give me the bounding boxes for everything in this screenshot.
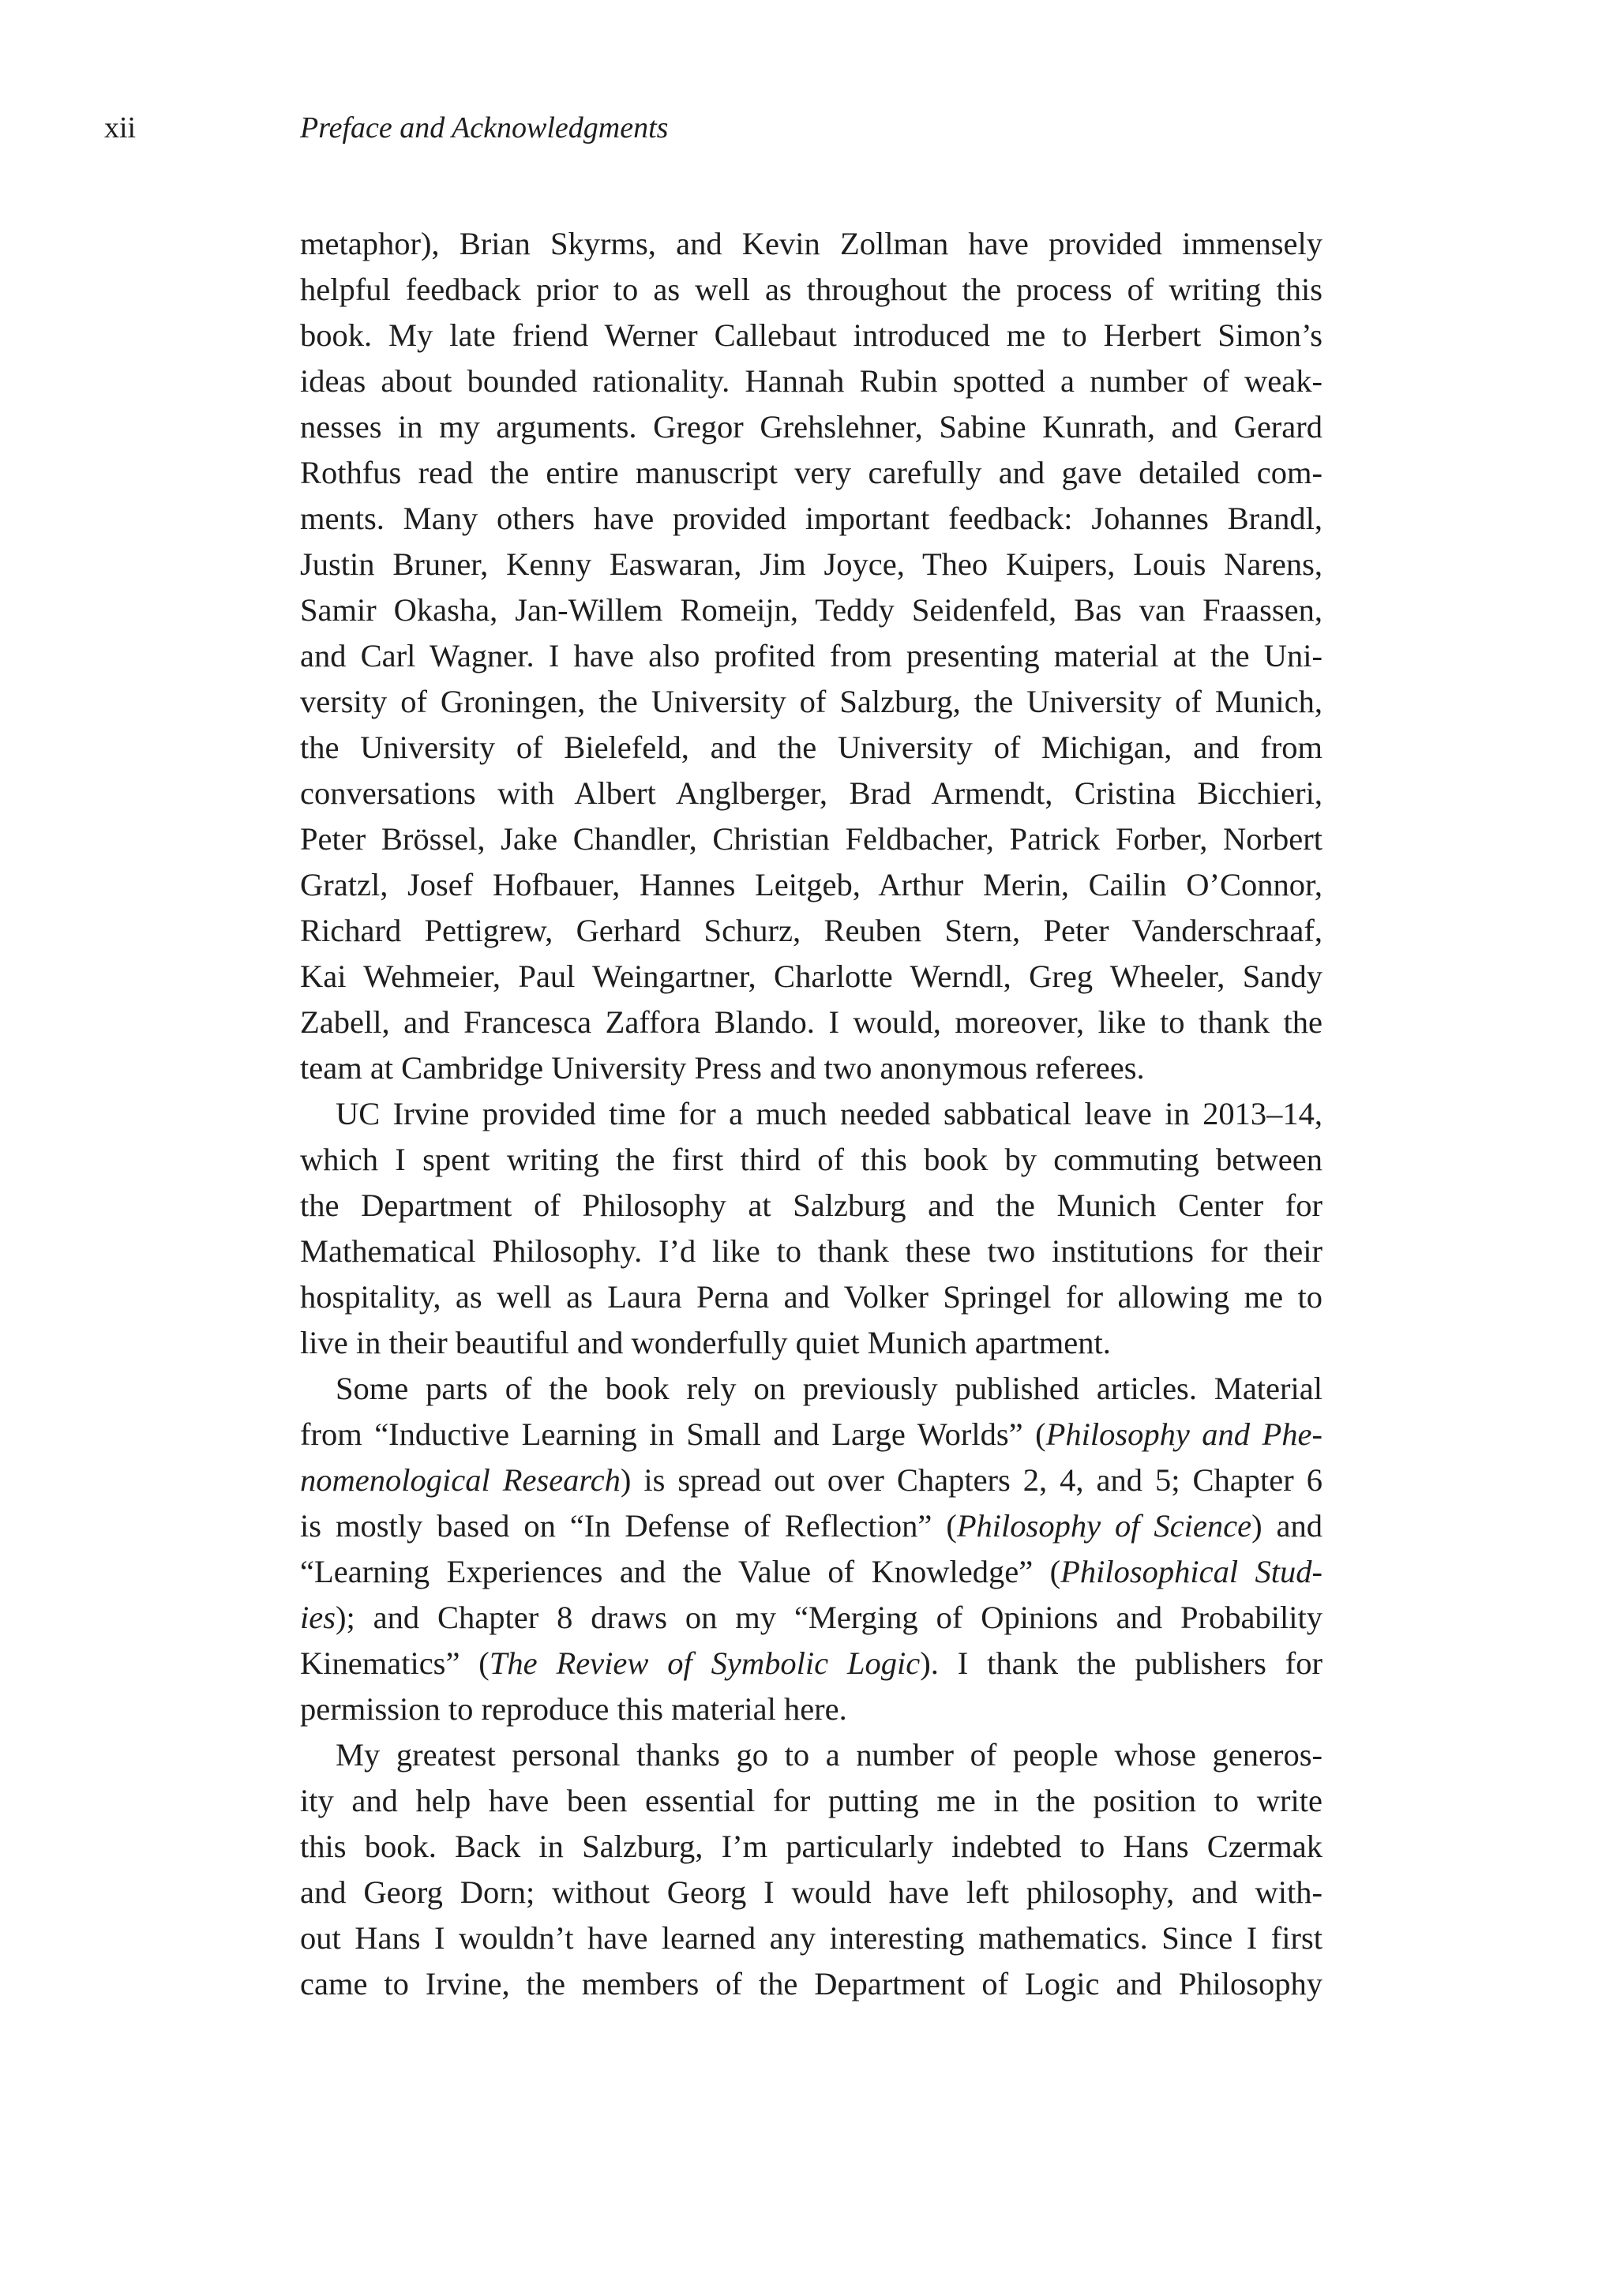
text-line: Some parts of the book rely on previously published articles. Material xyxy=(336,1371,1322,1406)
text-line: came to Irvine, the members of the Department of Logic and Philosophy xyxy=(300,1966,1322,2001)
text-line: ments. Many others have provided important feedback: Johannes Brandl, xyxy=(300,501,1322,536)
text-line: conversations with Albert Anglberger, Brad Armendt, Cristina Bicchieri, xyxy=(300,775,1322,811)
text-line: UC Irvine provided time for a much needed sabbatical leave in 2013–14, xyxy=(336,1096,1322,1131)
text-line: versity of Groningen, the University of Salzburg, the University of Munich, xyxy=(300,684,1322,719)
page-number: xii xyxy=(104,111,137,144)
text-line: nomenological Research) is spread out over Chapters 2, 4, and 5; Chapter 6 xyxy=(300,1462,1322,1498)
text-line: nesses in my arguments. Gregor Grehslehner, Sabine Kunrath, and Gerard xyxy=(300,409,1322,445)
text-line: metaphor), Brian Skyrms, and Kevin Zollman have provided immensely xyxy=(300,226,1322,261)
text-line: and Carl Wagner. I have also profited from presenting material at the Uni- xyxy=(300,638,1322,673)
running-title: Preface and Acknowledgments xyxy=(300,111,669,144)
paragraph-personal-thanks xyxy=(300,1732,1322,2007)
text-line: Kai Wehmeier, Paul Weingartner, Charlotte Werndl, Greg Wheeler, Sandy xyxy=(300,959,1322,994)
text-line: Samir Okasha, Jan-Willem Romeijn, Teddy Seidenfeld, Bas van Fraassen, xyxy=(300,592,1322,628)
text-line: out Hans I wouldn’t have learned any interesting mathematics. Since I first xyxy=(300,1920,1322,1956)
text-line: from “Inductive Learning in Small and Large Worlds” (Philosophy and Phe- xyxy=(300,1416,1322,1452)
text-line: ies); and Chapter 8 draws on my “Merging of Opinions and Probability xyxy=(300,1600,1322,1635)
running-head xyxy=(0,104,1617,152)
paragraph-sabbatical xyxy=(300,1091,1322,1366)
paragraph-published-articles xyxy=(300,1366,1322,1732)
text-line: and Georg Dorn; without Georg I would have left philosophy, and with- xyxy=(300,1874,1322,1910)
text-line: Gratzl, Josef Hofbauer, Hannes Leitgeb, Arthur Merin, Cailin O’Connor, xyxy=(300,867,1322,902)
text-line: Zabell, and Francesca Zaffora Blando. I would, moreover, like to thank the xyxy=(300,1004,1322,1040)
text-line: the Department of Philosophy at Salzburg and the Munich Center for xyxy=(300,1187,1322,1223)
paragraph-acknowledgments-colleagues xyxy=(300,221,1322,1091)
text-line: ideas about bounded rationality. Hannah Rubin spotted a number of weak- xyxy=(300,363,1322,399)
text-line: Mathematical Philosophy. I’d like to thank these two institutions for their xyxy=(300,1233,1322,1269)
text-line: Richard Pettigrew, Gerhard Schurz, Reuben Stern, Peter Vanderschraaf, xyxy=(300,913,1322,948)
text-line: Kinematics” (The Review of Symbolic Logic). I thank the publishers for xyxy=(300,1645,1322,1681)
text-line: Peter Brössel, Jake Chandler, Christian Feldbacher, Patrick Forber, Norbert xyxy=(300,821,1322,857)
text-line: My greatest personal thanks go to a number of people whose generos- xyxy=(336,1737,1322,1773)
text-line: live in their beautiful and wonderfully quiet Munich apartment. xyxy=(300,1325,1111,1360)
text-line: team at Cambridge University Press and two anonymous referees. xyxy=(300,1050,1145,1086)
text-line: is mostly based on “In Defense of Reflection” (Philosophy of Science) and xyxy=(300,1508,1322,1544)
text-line: which I spent writing the first third of this book by commuting between xyxy=(300,1142,1322,1177)
body-text xyxy=(300,221,1322,2007)
text-line: Rothfus read the entire manuscript very carefully and gave detailed com- xyxy=(300,455,1322,490)
text-line: Justin Bruner, Kenny Easwaran, Jim Joyce, Theo Kuipers, Louis Narens, xyxy=(300,546,1322,582)
text-line: book. My late friend Werner Callebaut introduced me to Herbert Simon’s xyxy=(300,317,1322,353)
text-line: this book. Back in Salzburg, I’m particularly indebted to Hans Czermak xyxy=(300,1829,1322,1864)
text-line: permission to reproduce this material here. xyxy=(300,1691,847,1727)
text-line: ity and help have been essential for putting me in the position to write xyxy=(300,1783,1322,1818)
text-line: “Learning Experiences and the Value of Knowledge” (Philosophical Stud- xyxy=(300,1554,1322,1589)
text-line: helpful feedback prior to as well as throughout the process of writing this xyxy=(300,272,1322,307)
text-line: hospitality, as well as Laura Perna and Volker Springel for allowing me to xyxy=(300,1279,1322,1315)
text-line: the University of Bielefeld, and the University of Michigan, and from xyxy=(300,730,1322,765)
